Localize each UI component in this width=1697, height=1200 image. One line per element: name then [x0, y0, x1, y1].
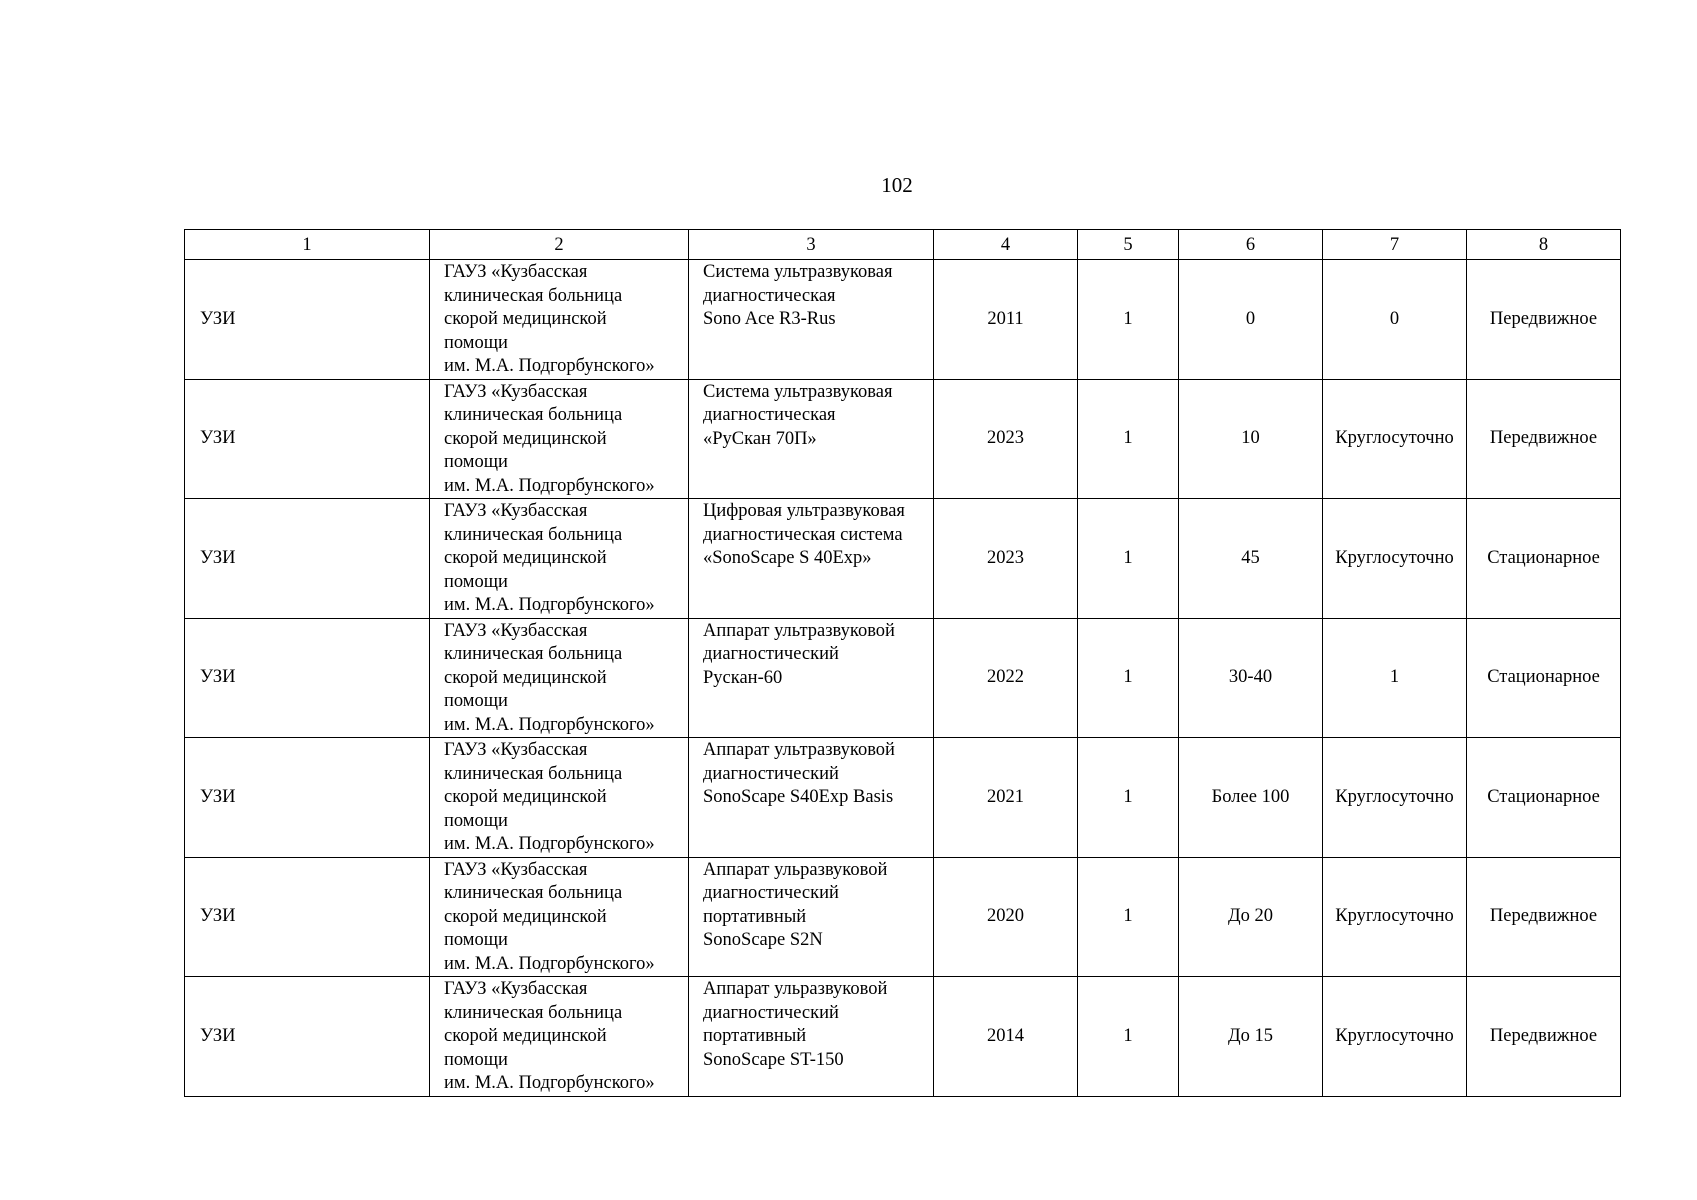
- device-line: диагностический: [703, 1002, 839, 1023]
- column-header: 3: [689, 230, 934, 260]
- cell-study-type: УЗИ: [185, 857, 430, 977]
- column-header: 1: [185, 230, 430, 260]
- cell-study-type: УЗИ: [185, 379, 430, 499]
- organization-line: помощи: [444, 930, 508, 950]
- cell-load: 0: [1179, 260, 1323, 380]
- cell-mode: 0: [1323, 260, 1467, 380]
- device-line: Рускан-60: [703, 667, 783, 688]
- organization-line: ГАУЗ «Кузбасская: [444, 381, 588, 402]
- cell-study-type: УЗИ: [185, 618, 430, 738]
- table-row: [185, 260, 1621, 380]
- device-line: Система ультразвуковая: [703, 381, 893, 402]
- cell-device: [689, 977, 934, 1097]
- device-line: диагностическая система: [703, 524, 903, 545]
- organization-line: ГАУЗ «Кузбасская: [444, 501, 588, 521]
- device-line: Аппарат ультразвуковой: [703, 740, 895, 760]
- cell-mode: Круглосуточно: [1323, 857, 1467, 977]
- organization-line: им. М.А. Подгорбунского»: [444, 595, 655, 615]
- cell-year: 2022: [934, 618, 1078, 738]
- cell-load: До 15: [1179, 977, 1323, 1097]
- cell-kind: Передвижное: [1467, 977, 1621, 1097]
- device-line: Система ультразвуковая: [703, 262, 893, 282]
- organization-line: клиническая больница: [444, 405, 623, 425]
- organization-line: скорой медицинской: [444, 548, 607, 568]
- cell-organization: [430, 738, 689, 858]
- organization-line: ГАУЗ «Кузбасская: [444, 979, 588, 999]
- device-line: SonoScape S2N: [703, 930, 823, 950]
- cell-device: [689, 857, 934, 977]
- organization-line: помощи: [444, 691, 508, 711]
- device-line: портативный: [703, 1026, 807, 1046]
- cell-mode: Круглосуточно: [1323, 738, 1467, 858]
- device-line: «РуСкан 70П»: [703, 428, 817, 449]
- cell-year: 2014: [934, 977, 1078, 1097]
- cell-load: 45: [1179, 499, 1323, 619]
- cell-year: 2023: [934, 379, 1078, 499]
- cell-study-type: УЗИ: [185, 499, 430, 619]
- cell-kind: Стационарное: [1467, 618, 1621, 738]
- cell-kind: Передвижное: [1467, 857, 1621, 977]
- cell-device: [689, 379, 934, 499]
- cell-quantity: 1: [1078, 260, 1179, 380]
- cell-year: 2011: [934, 260, 1078, 380]
- organization-line: клиническая больница: [444, 285, 623, 306]
- cell-mode: Круглосуточно: [1323, 499, 1467, 619]
- device-line: «SonoScape S 40Exp»: [703, 548, 872, 568]
- device-line: диагностический: [703, 883, 839, 903]
- column-header: 4: [934, 230, 1078, 260]
- cell-mode: 1: [1323, 618, 1467, 738]
- cell-quantity: 1: [1078, 738, 1179, 858]
- cell-year: 2023: [934, 499, 1078, 619]
- page-number: 102: [881, 173, 913, 197]
- organization-line: им. М.А. Подгорбунского»: [444, 475, 655, 496]
- column-header: 6: [1179, 230, 1323, 260]
- cell-organization: [430, 260, 689, 380]
- organization-line: скорой медицинской: [444, 667, 607, 688]
- cell-load: 30-40: [1179, 618, 1323, 738]
- cell-study-type: УЗИ: [185, 738, 430, 858]
- equipment-table: [184, 229, 1621, 1097]
- table-row: [185, 618, 1621, 738]
- organization-line: клиническая больница: [444, 1002, 623, 1023]
- organization-line: помощи: [444, 1049, 508, 1070]
- organization-line: клиническая больница: [444, 524, 623, 545]
- organization-line: ГАУЗ «Кузбасская: [444, 262, 588, 282]
- cell-year: 2020: [934, 857, 1078, 977]
- cell-device: [689, 260, 934, 380]
- device-line: портативный: [703, 906, 807, 927]
- organization-line: клиническая больница: [444, 763, 623, 784]
- cell-device: [689, 499, 934, 619]
- column-header: 7: [1323, 230, 1467, 260]
- table-row: [185, 857, 1621, 977]
- column-header: 2: [430, 230, 689, 260]
- cell-study-type: УЗИ: [185, 260, 430, 380]
- cell-quantity: 1: [1078, 857, 1179, 977]
- organization-line: клиническая больница: [444, 644, 623, 664]
- table-row: [185, 379, 1621, 499]
- cell-organization: [430, 977, 689, 1097]
- device-line: диагностическая: [703, 285, 836, 306]
- cell-organization: [430, 499, 689, 619]
- cell-organization: [430, 857, 689, 977]
- device-line: SonoScape S40Exp Basis: [703, 787, 894, 807]
- organization-line: им. М.А. Подгорбунского»: [444, 1073, 655, 1093]
- organization-line: клиническая больница: [444, 883, 623, 903]
- cell-kind: Стационарное: [1467, 499, 1621, 619]
- organization-line: помощи: [444, 332, 508, 353]
- device-line: Цифровая ультразвуковая: [703, 501, 905, 521]
- device-line: Аппарат ульразвуковой: [703, 859, 888, 880]
- cell-quantity: 1: [1078, 977, 1179, 1097]
- cell-load: Более 100: [1179, 738, 1323, 858]
- organization-line: им. М.А. Подгорбунского»: [444, 834, 655, 854]
- device-line: диагностический: [703, 644, 839, 664]
- cell-quantity: 1: [1078, 499, 1179, 619]
- organization-line: им. М.А. Подгорбунского»: [444, 953, 655, 974]
- device-line: диагностическая: [703, 405, 836, 425]
- cell-organization: [430, 379, 689, 499]
- cell-load: 10: [1179, 379, 1323, 499]
- cell-organization: [430, 618, 689, 738]
- organization-line: помощи: [444, 571, 508, 592]
- cell-year: 2021: [934, 738, 1078, 858]
- cell-quantity: 1: [1078, 379, 1179, 499]
- cell-load: До 20: [1179, 857, 1323, 977]
- organization-line: помощи: [444, 452, 508, 472]
- device-line: Аппарат ульразвуковой: [703, 979, 888, 999]
- cell-mode: Круглосуточно: [1323, 379, 1467, 499]
- organization-line: помощи: [444, 810, 508, 831]
- cell-kind: Передвижное: [1467, 260, 1621, 380]
- cell-quantity: 1: [1078, 618, 1179, 738]
- table-row: [185, 499, 1621, 619]
- table-header-row: [185, 230, 1621, 260]
- organization-line: им. М.А. Подгорбунского»: [444, 714, 655, 735]
- organization-line: скорой медицинской: [444, 906, 607, 927]
- organization-line: им. М.А. Подгорбунского»: [444, 356, 655, 376]
- table-row: [185, 977, 1621, 1097]
- device-line: Sono Ace R3-Rus: [703, 309, 836, 329]
- device-line: SonoScape ST-150: [703, 1049, 844, 1070]
- cell-device: [689, 618, 934, 738]
- table-row: [185, 738, 1621, 858]
- column-header: 5: [1078, 230, 1179, 260]
- organization-line: скорой медицинской: [444, 787, 607, 807]
- cell-mode: Круглосуточно: [1323, 977, 1467, 1097]
- organization-line: скорой медицинской: [444, 1026, 607, 1046]
- cell-kind: Передвижное: [1467, 379, 1621, 499]
- cell-device: [689, 738, 934, 858]
- organization-line: ГАУЗ «Кузбасская: [444, 740, 588, 760]
- organization-line: ГАУЗ «Кузбасская: [444, 859, 588, 880]
- cell-kind: Стационарное: [1467, 738, 1621, 858]
- column-header: 8: [1467, 230, 1621, 260]
- device-line: диагностический: [703, 763, 839, 784]
- organization-line: ГАУЗ «Кузбасская: [444, 620, 588, 641]
- organization-line: скорой медицинской: [444, 309, 607, 329]
- cell-study-type: УЗИ: [185, 977, 430, 1097]
- organization-line: скорой медицинской: [444, 428, 607, 449]
- device-line: Аппарат ультразвуковой: [703, 620, 895, 641]
